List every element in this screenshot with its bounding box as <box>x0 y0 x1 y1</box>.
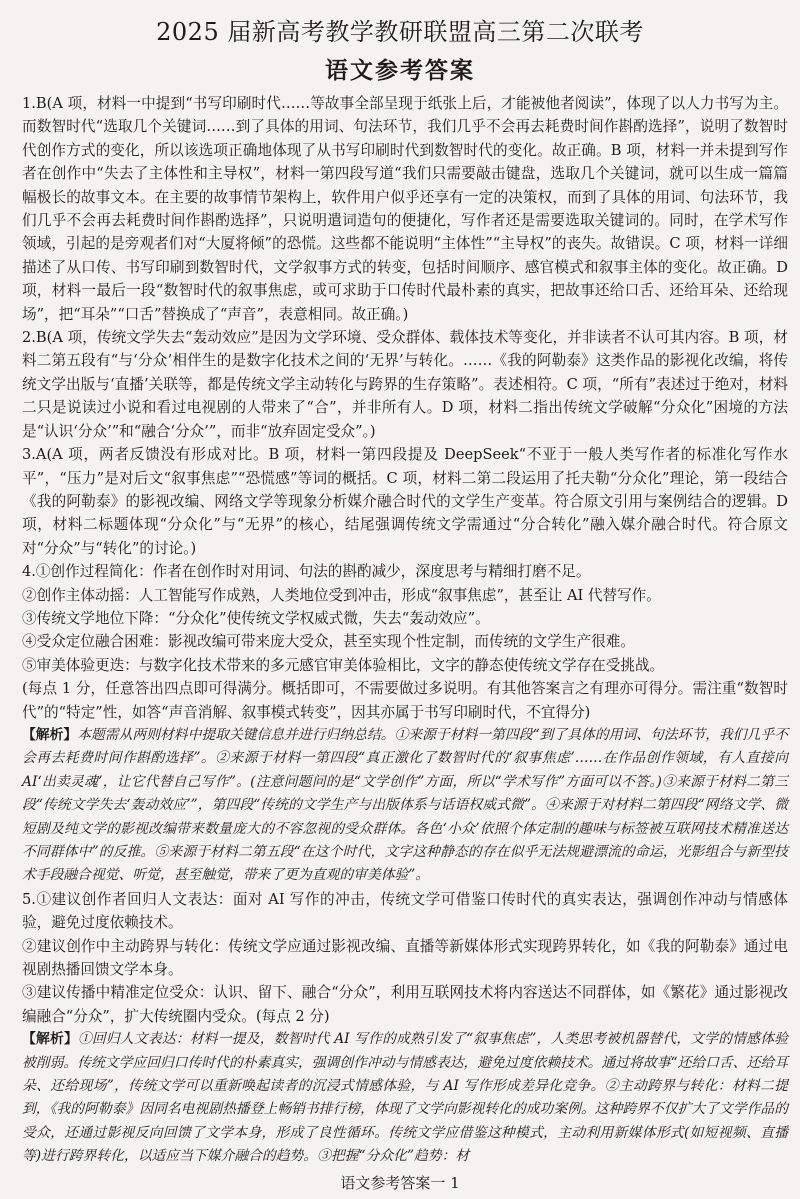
answer-q4-scoring: (每点 1 分，任意答出四点即可得满分。概括即可，不需要做过多说明。有其他答案言之有理亦可得分。需注重“数智时代”的“特定”性，如答“声音消解、叙事模式转变”，因其亦属于书写印刷时代，不宜得分) <box>22 680 788 721</box>
answer-q5-point-2: ②建议创作中主动跨界与转化：传统文学应通过影视改编、直播等新媒体形式实现跨界转化，如《我的阿勒泰》通过电视剧热播回馈文学本身。 <box>22 937 788 979</box>
analysis-text: 本题需从两则材料中提取关键信息并进行归纳总结。①来源于材料一第四段“到了具体的用词、句法环节，我们几乎不会再去耗费时间作斟酌选择”。②来源于材料一第四段“真正激化了数智时代的‘叙事焦虑’……在作品创作领域，有人直接向 AI‘出卖灵魂’，让它代替自己写作”。(注意问题问的是“文学创作”方面，所以“学术写作”方面可以不答。)③来源于材料二第三段“传统文学失去‘轰动效应’”，第四段“传统的文学生产与出版体系与话语权威式微”。④来源于对材料二第四段“网络文学、微短剧及纯文学的影视改编带来数量庞大的不容忽视的受众群体。各色‘小众’依照个体定制的趣味与标签被互联网技术精准送达不同群体中”的反推。⑤来源于材料二第五段“在这个时代，文字这种静态的存在似乎无法规避漂流的命运，光影组合与新型技术手段融合视觉、听觉，甚至触觉，带来了更为直观的审美体验”。 <box>22 726 788 884</box>
exam-title: 2025 届新高考教学教研联盟高三第二次联考 <box>156 18 644 46</box>
answer-q4-point-2: ②创作主体动摇：人工智能写作成熟，人类地位受到冲击，形成“叙事焦虑”，甚至让 AI 代替写作。 <box>22 586 661 604</box>
analysis-text: ①回归人文表达：材料一提及，数智时代 AI 写作的成熟引发了“叙事焦虑”，人类思考被机器替代，文学的情感体验被削弱。传统文学应回归口传时代的朴素真实，强调创作冲动与情感表达，避免过度依赖技术。通过将故事“还给口舌、还给耳朵、还给现场”，传统文学可以重新唤起读者的沉浸式情感体验，与 AI 写作形成差异化竞争。②主动跨界与转化：材料二提到，《我的阿勒泰》因同名电视剧热播登上畅销书排行榜，体现了文学向影视转化的成功案例。这种跨界不仅扩大了文学作品的受众，还通过影视反向回馈了文学本身，形成了良性循环。传统文学应借鉴这种模式，主动利用新媒体形式(如短视频、直播等)进行跨界转化，以适应当下媒介融合的趋势。③把握“分众化”趋势：材 <box>22 1031 788 1165</box>
answer-q4-analysis <box>22 724 788 888</box>
answer-q5-point-3: ③建议传播中精准定位受众：认识、留下、融合“分众”，利用互联网技术将内容送达不同群体，如《繁花》通过影视改编融合“分众”，扩大传统圈内受众。(每点 2 分) <box>22 984 788 1025</box>
answer-q4-point-4: ④受众定位融合困难：影视改编可带来庞大受众，甚至实现个性定制，而传统的文学生产很难。 <box>22 633 635 651</box>
answer-q2: 2.B(A 项，传统文学失去“轰动效应”是因为文学环境、受众群体、载体技术等变化，并非读者不认可其内容。B 项，材料二第五段有“与‘分众’相伴生的是数字化技术之间的‘无界’与转化。……《我的阿勒泰》这类作品的影视化改编，将传统文学出版与‘直播’关联等，都是传统文学主动转化与跨界的生存策略”。表述相符。C 项，“所有”表述过于绝对，材料二只是说读过小说和看过电视剧的人带来了“合”，并非所有人。D 项，材料二指出传统文学破解“分众化”困境的方法是“认识‘分众’”和“融合‘分众’”，而非“放弃固定受众”。) <box>22 329 788 440</box>
page-footer: 语文参考答案一 1 <box>340 1174 460 1192</box>
answer-q5-point-1: 5.①建议创作者回归人文表达：面对 AI 写作的冲击，传统文学可借鉴口传时代的真实表达，强调创作冲动与情感体验，避免过度依赖技术。 <box>22 890 788 932</box>
answer-key-title: 语文参考答案 <box>325 57 475 84</box>
answer-q4-point-1: 4.①创作过程简化：作者在创作时对用词、句法的斟酌减少，深度思考与精细打磨不足。 <box>22 563 591 581</box>
answer-body <box>22 92 788 1169</box>
answer-q4-point-3: ③传统文学地位下降：“分众化”使传统文学权威式微，失去“轰动效应”。 <box>22 609 490 627</box>
analysis-tag: 【解析】 <box>22 1031 78 1048</box>
answer-q4-point-5: ⑤审美体验更迭：与数字化技术带来的多元感官审美体验相比，文字的静态使传统文学存在受挑战。 <box>22 656 665 674</box>
answer-q3: 3.A(A 项，两者反馈没有形成对比。B 项，材料一第四段提及 DeepSeek“不亚于一般人类写作者的标准化写作水平”，“压力”是对后文“叙事焦虑”“恐慌感”等词的概括。C 项，材料二第二段运用了托夫勒“分众化”理论，第一段结合《我的阿勒泰》的影视改编、网络文学等现象分析媒介融合时代的文学生产变革。符合原文引用与案例结合的逻辑。D 项，材料二标题体现“分众化”与“无界”的核心，结尾强调传统文学需通过“分合转化”融入媒介融合时代。符合原文对“分众”与“转化”的讨论。) <box>22 446 788 557</box>
answer-q5-analysis <box>22 1028 788 1168</box>
answer-q1: 1.B(A 项，材料一中提到“书写印刷时代……等故事全部呈现于纸张上后，才能被他者阅读”，体现了以人力书写为主。而数智时代“选取几个关键词……到了具体的用词、句法环节，我们几乎不会再去耗费时间作斟酌选择”，说明了数智时代创作方式的变化，所以该选项正确地体现了从书写印刷时代到数智时代的变化。故正确。B 项，材料一并未提到写作者在创作中“失去了主体性和主导权”，材料一第四段写道“我们只需要敲击键盘，选取几个关键词，就可以生成一篇篇幅极长的故事文本。在主要的故事情节架构上，软件用户似乎还享有一定的决策权，而到了具体的用词、句法环节，我们几乎不会再去耗费时间作斟酌选择”，只说明遣词造句的便捷化，写作者还是需要选取关键词的。同时，在学术写作领域，引起的是旁观者们对“大厦将倾”的恐慌。这些都不能说明“主体性”“主导权”的丧失。故错误。C 项，材料一详细描述了从口传、书写印刷到数智时代，文学叙事方式的转变，包括时间顺序、感官模式和叙事主体的变化。故正确。D 项，材料一最后一段“数智时代的叙事焦虑，或可求助于口传时代最朴素的真实，把故事还给口舌、还给耳朵、还给现场”，把“耳朵”“口舌”替换成了“声音”，表意相同。故正确。) <box>22 95 788 323</box>
analysis-tag: 【解析】 <box>22 726 78 743</box>
